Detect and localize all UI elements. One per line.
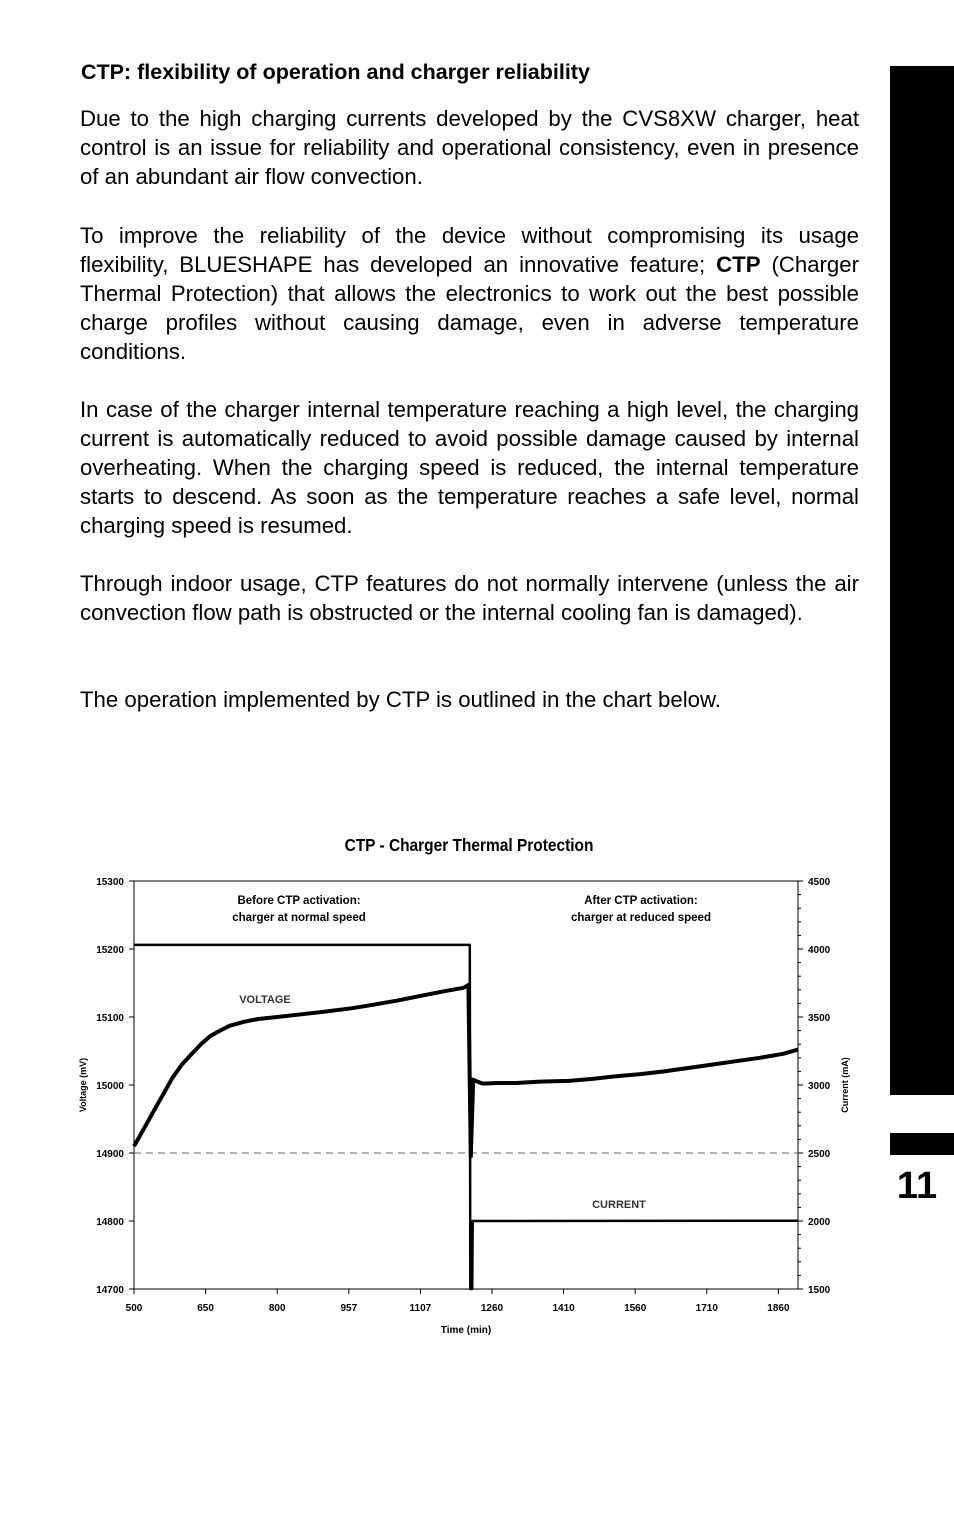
y-left-axis-label: Voltage (mV) bbox=[78, 1057, 88, 1113]
annotation-line-1: After CTP activation: bbox=[584, 895, 698, 907]
chart-svg bbox=[0, 820, 954, 1360]
plot-area-frame bbox=[134, 881, 798, 1289]
annotation-line-2: charger at reduced speed bbox=[571, 912, 711, 924]
paragraph-text: (Charger Thermal Protection) that allows the electronics to work out the best possible charge profiles without causing damage, even in adverse temperature conditions. bbox=[80, 252, 859, 364]
y-right-tick-label: 4500 bbox=[808, 877, 831, 888]
x-tick-label: 1260 bbox=[480, 1303, 504, 1314]
y-left-tick-label: 14700 bbox=[96, 1285, 124, 1296]
paragraph-chart-intro bbox=[80, 685, 859, 714]
y-right-axis-label: Current (mA) bbox=[840, 1057, 850, 1113]
y-right-tick-label: 2500 bbox=[808, 1149, 831, 1160]
voltage-series-label: VOLTAGE bbox=[239, 994, 291, 1006]
paragraph-heat-control bbox=[80, 104, 859, 191]
x-tick-label: 1710 bbox=[695, 1303, 718, 1314]
annotation-line-1: Before CTP activation: bbox=[237, 895, 361, 907]
paragraph-indoor-usage bbox=[80, 569, 859, 627]
current-series-line bbox=[134, 945, 798, 1289]
paragraph-text: The operation implemented by CTP is outlined in the chart below. bbox=[80, 687, 721, 712]
paragraph-current-reduction bbox=[80, 395, 859, 540]
section-heading: CTP: flexibility of operation and charger reliability bbox=[81, 60, 590, 84]
y-left-tick-label: 15000 bbox=[96, 1081, 124, 1092]
paragraph-text: Through indoor usage, CTP features do not normally intervene (unless the air convection flow path is obstructed or the internal cooling fan is damaged). bbox=[80, 571, 859, 625]
x-axis-label: Time (min) bbox=[440, 1325, 492, 1336]
y-right-tick-label: 3000 bbox=[808, 1081, 831, 1092]
x-tick-label: 1410 bbox=[552, 1303, 575, 1314]
y-right-tick-label: 2000 bbox=[808, 1217, 831, 1228]
x-tick-label: 957 bbox=[340, 1303, 358, 1314]
y-left-tick-label: 15100 bbox=[96, 1013, 124, 1024]
y-right-tick-label: 4000 bbox=[808, 945, 831, 956]
y-right-tick-label: 3500 bbox=[808, 1013, 831, 1024]
annotation-line-2: charger at normal speed bbox=[232, 912, 366, 924]
y-left-tick-label: 14900 bbox=[96, 1149, 124, 1160]
current-series-label: CURRENT bbox=[592, 1199, 646, 1211]
chart-title: CTP - Charger Thermal Protection bbox=[344, 834, 594, 856]
ctp-bold-term: CTP bbox=[716, 252, 761, 277]
y-left-tick-label: 14800 bbox=[96, 1217, 124, 1228]
x-tick-label: 500 bbox=[125, 1303, 143, 1314]
paragraph-ctp-intro bbox=[80, 221, 859, 366]
ctp-chart bbox=[0, 820, 954, 1360]
x-tick-label: 1860 bbox=[767, 1303, 790, 1314]
x-tick-label: 1560 bbox=[624, 1303, 647, 1314]
x-tick-label: 1107 bbox=[409, 1303, 432, 1314]
y-left-tick-label: 15200 bbox=[96, 945, 124, 956]
x-tick-label: 650 bbox=[197, 1303, 214, 1314]
paragraph-text: In case of the charger internal temperature reaching a high level, the charging current is automatically reduced to avoid possible damage caused by internal overheating. When the charging speed is reduced, the internal temperature starts to descend. As soon as the temperature reaches a safe level, normal charging speed is resumed. bbox=[80, 397, 859, 538]
y-right-tick-label: 1500 bbox=[808, 1285, 831, 1296]
paragraph-text: To improve the reliability of the device without compromising its usage flexibility, BLUESHAPE has developed an innovative feature; bbox=[80, 223, 859, 277]
x-tick-label: 800 bbox=[268, 1303, 286, 1314]
y-left-tick-label: 15300 bbox=[96, 877, 124, 888]
paragraph-text: Due to the high charging currents developed by the CVS8XW charger, heat control is an issue for reliability and operational consistency, even in presence of an abundant air flow convection. bbox=[80, 106, 859, 189]
voltage-series-line bbox=[134, 985, 798, 1156]
page-number: 11 bbox=[896, 1165, 938, 1207]
